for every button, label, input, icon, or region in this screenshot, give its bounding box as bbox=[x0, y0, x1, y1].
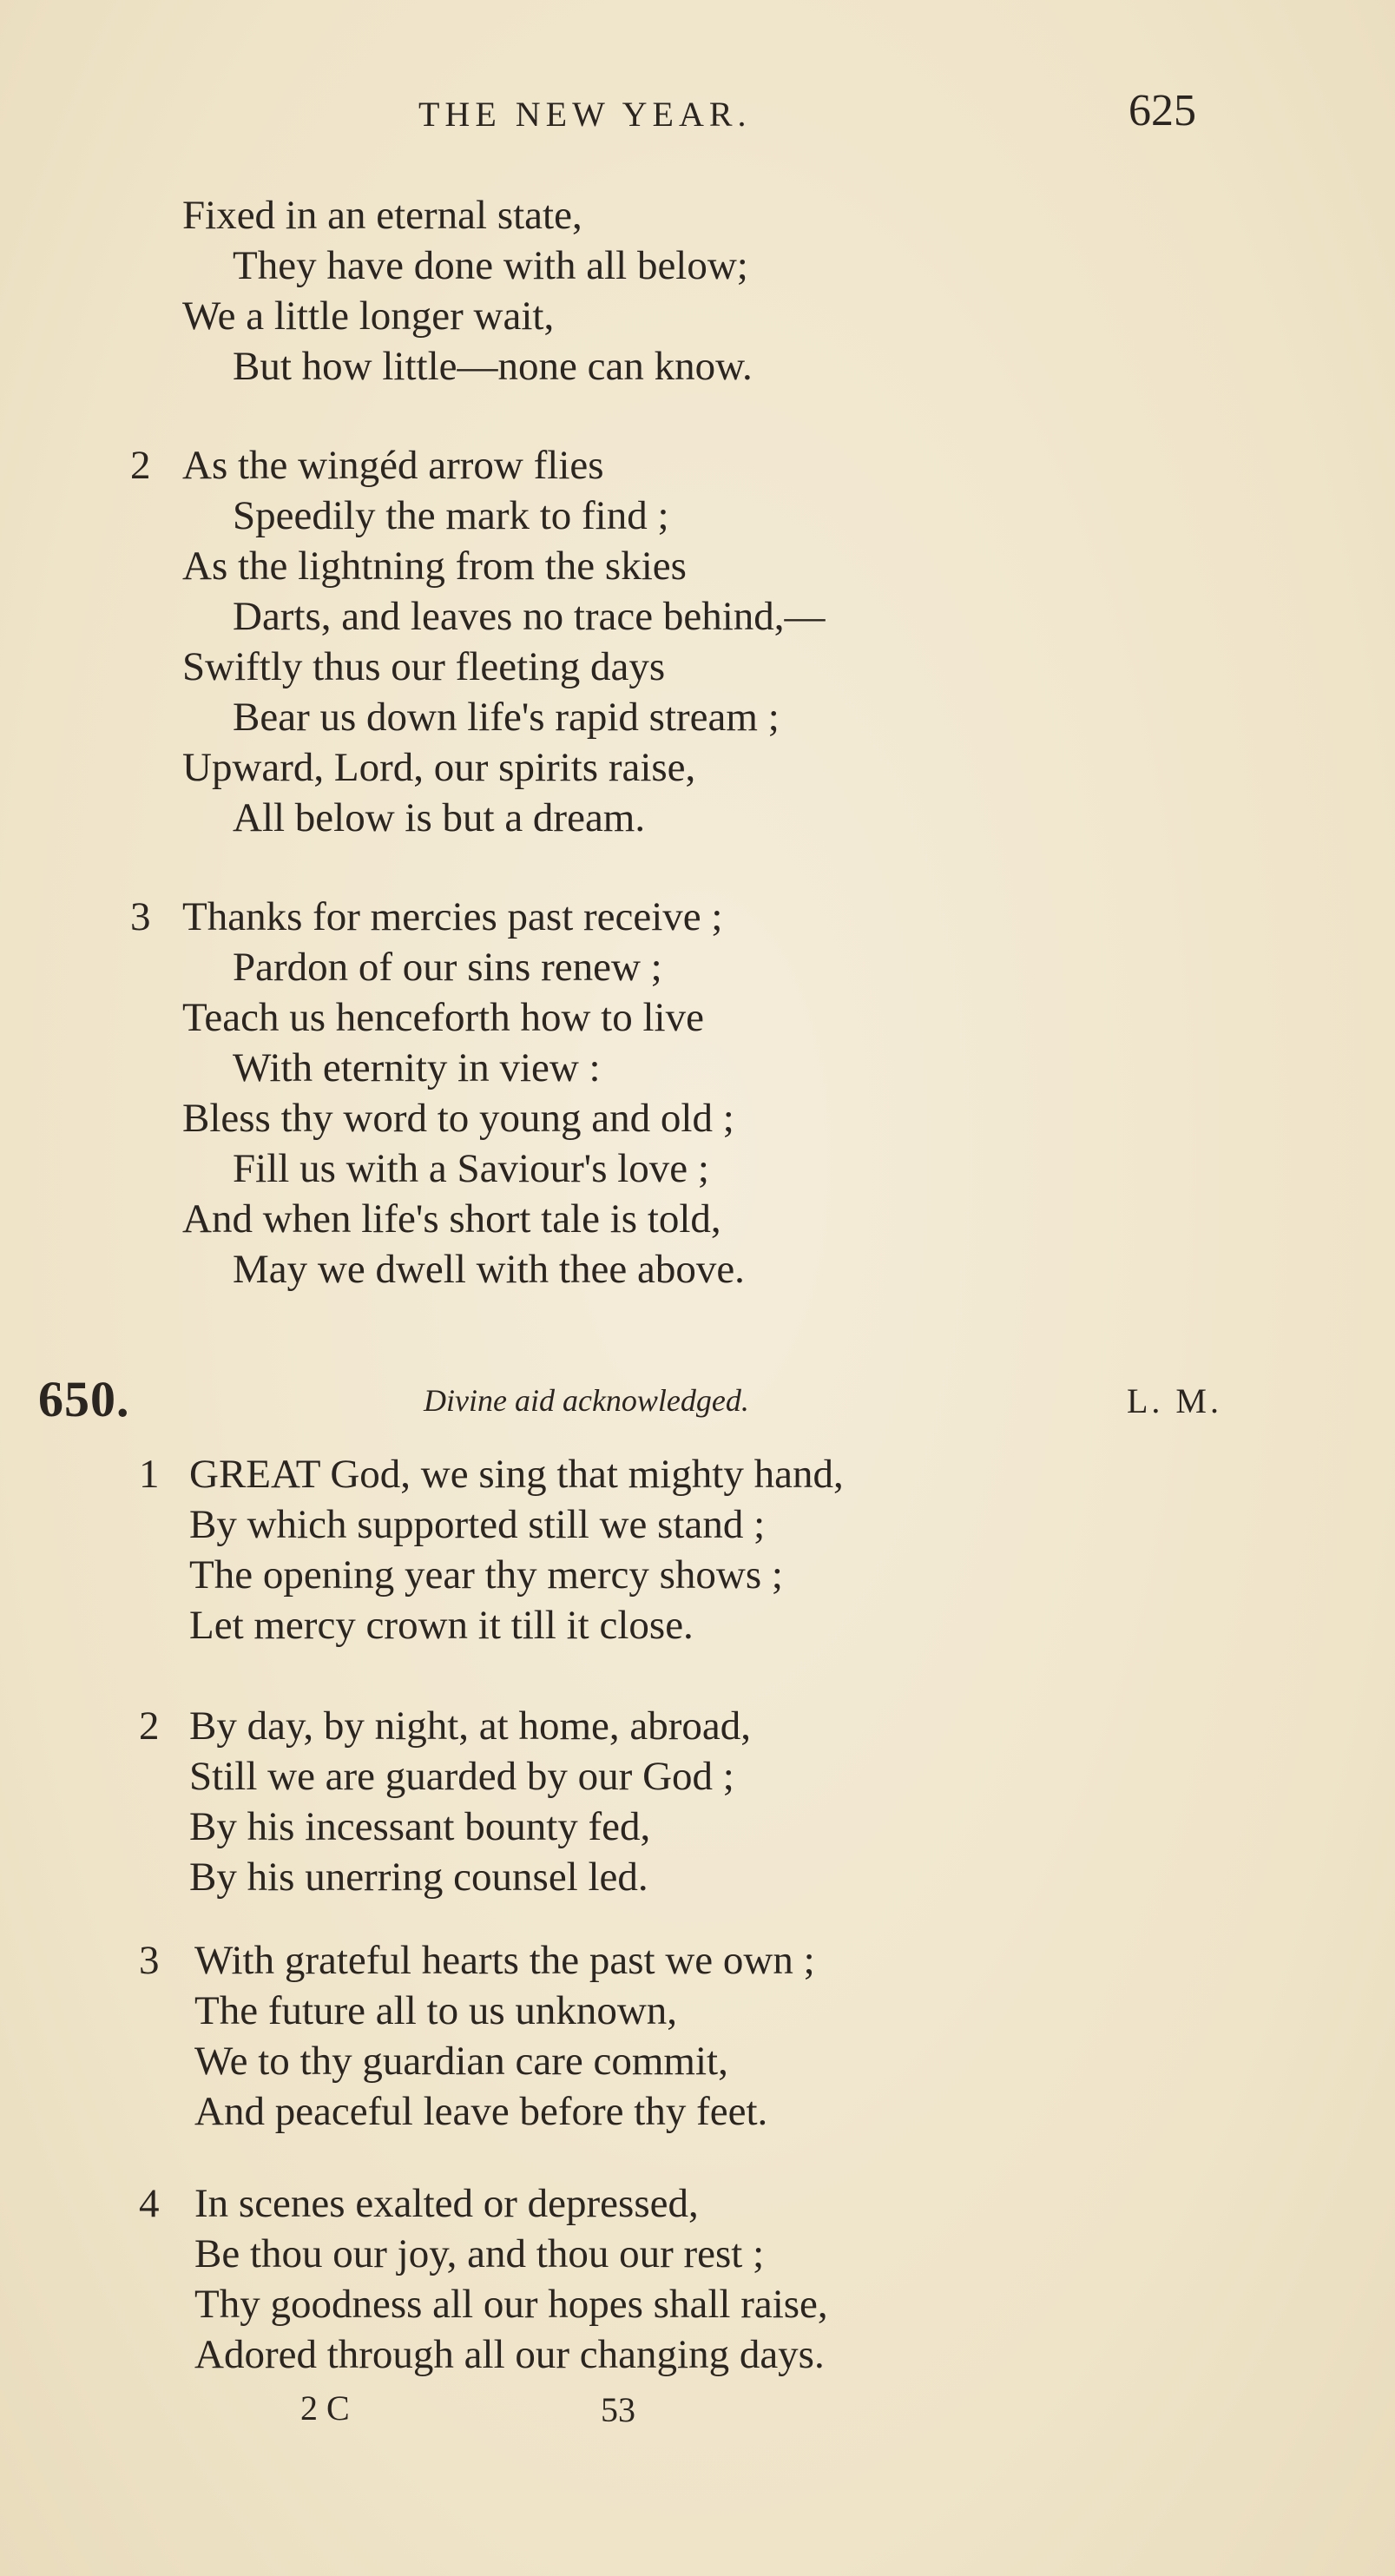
hymn-meter: L. M. bbox=[1127, 1381, 1222, 1420]
hymn-title: Divine aid acknowledged. bbox=[424, 1383, 749, 1418]
verse-line: But how little—none can know. bbox=[233, 344, 753, 389]
verse-line: Let mercy crown it till it close. bbox=[189, 1603, 694, 1648]
verse-line: As the wingéd arrow flies bbox=[182, 443, 604, 488]
verse-line: Fill us with a Saviour's love ; bbox=[233, 1146, 709, 1191]
verse-line: Fixed in an eternal state, bbox=[182, 193, 582, 238]
verse-line: Be thou our joy, and thou our rest ; bbox=[194, 2231, 765, 2276]
verse-line: By which supported still we stand ; bbox=[189, 1502, 766, 1547]
verse-line: We to thy guardian care commit, bbox=[194, 2039, 728, 2084]
stanza-number: 1 bbox=[139, 1452, 160, 1497]
stanza-number: 2 bbox=[139, 1703, 160, 1749]
verse-line: All below is but a dream. bbox=[233, 795, 646, 840]
verse-line: And peaceful leave before thy feet. bbox=[194, 2089, 768, 2134]
verse-line: Thanks for mercies past receive ; bbox=[182, 894, 723, 939]
verse-line: Still we are guarded by our God ; bbox=[189, 1754, 734, 1799]
signature-mark: 2 C bbox=[300, 2388, 350, 2428]
stanza-number: 3 bbox=[130, 894, 151, 939]
verse-line: By day, by night, at home, abroad, bbox=[189, 1703, 751, 1749]
verse-line: In scenes exalted or depressed, bbox=[194, 2181, 699, 2226]
verse-line: Swiftly thus our fleeting days bbox=[182, 644, 666, 689]
verse-line: With grateful hearts the past we own ; bbox=[194, 1938, 815, 1983]
verse-line: We a little longer wait, bbox=[182, 293, 555, 339]
verse-line: By his unerring counsel led. bbox=[189, 1855, 648, 1900]
stanza-number: 4 bbox=[139, 2181, 160, 2226]
verse-line: As the lightning from the skies bbox=[182, 544, 687, 589]
verse-line: Darts, and leaves no trace behind,— bbox=[233, 594, 826, 639]
page-number: 625 bbox=[1129, 86, 1196, 135]
verse-line: Bless thy word to young and old ; bbox=[182, 1096, 734, 1141]
verse-line: And when life's short tale is told, bbox=[182, 1196, 721, 1242]
verse-line: With eternity in view : bbox=[233, 1045, 601, 1090]
verse-line: Speedily the mark to find ; bbox=[233, 493, 669, 538]
verse-line: Pardon of our sins renew ; bbox=[233, 945, 662, 990]
verse-line: Upward, Lord, our spirits raise, bbox=[182, 745, 696, 790]
running-head: THE NEW YEAR. bbox=[418, 95, 752, 134]
verse-line: May we dwell with thee above. bbox=[233, 1247, 745, 1292]
stanza-number: 3 bbox=[139, 1938, 160, 1983]
verse-line: GREAT God, we sing that mighty hand, bbox=[189, 1452, 844, 1497]
verse-line: By his incessant bounty fed, bbox=[189, 1804, 651, 1849]
verse-line: Adored through all our changing days. bbox=[194, 2332, 825, 2377]
verse-line: Thy goodness all our hopes shall raise, bbox=[194, 2282, 828, 2327]
verse-line: The opening year thy mercy shows ; bbox=[189, 1552, 783, 1598]
verse-line: They have done with all below; bbox=[233, 243, 748, 288]
verse-line: Teach us henceforth how to live bbox=[182, 995, 704, 1040]
stanza-number: 2 bbox=[130, 443, 151, 488]
verse-line: The future all to us unknown, bbox=[194, 1988, 678, 2033]
folio-number: 53 bbox=[601, 2390, 635, 2429]
hymn-number: 650. bbox=[38, 1371, 130, 1427]
verse-line: Bear us down life's rapid stream ; bbox=[233, 695, 780, 740]
